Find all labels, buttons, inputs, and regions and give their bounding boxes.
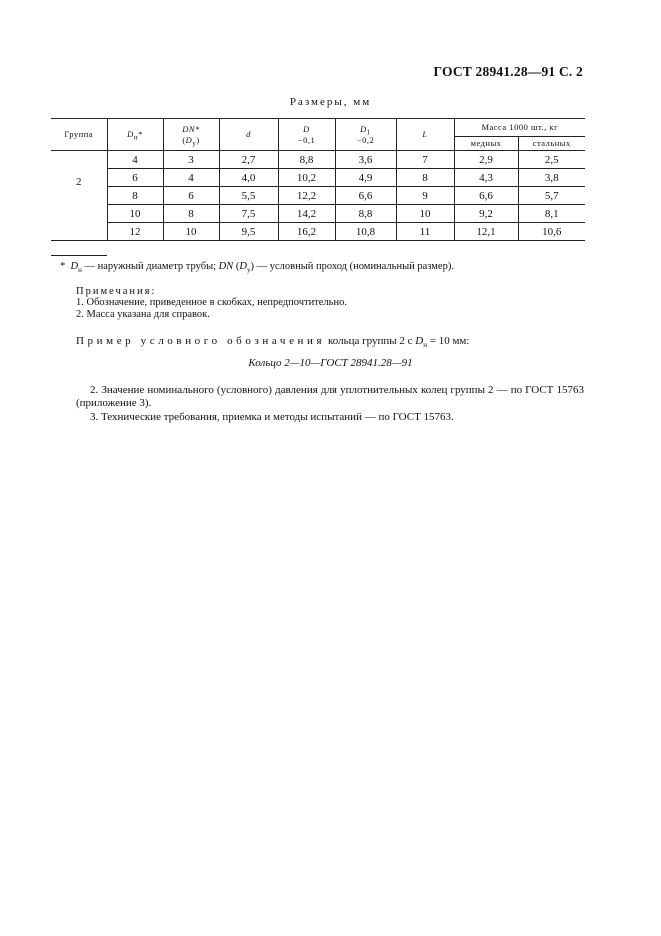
table-row xyxy=(51,151,585,169)
paragraph-3: 3. Технические требования, приемка и методы испытаний — по ГОСТ 15763. xyxy=(90,411,454,423)
table-caption: Размеры, мм xyxy=(289,96,372,108)
table-cell: 6 xyxy=(163,187,219,205)
table-cell: 10,8 xyxy=(335,223,396,241)
table-cell: 9 xyxy=(396,187,454,205)
table-cell: 4,3 xyxy=(454,169,518,187)
table-cell: 3 xyxy=(163,151,219,169)
table-cell: 4 xyxy=(163,169,219,187)
note-item-2: 2. Масса указана для справок. xyxy=(76,309,210,320)
group-cell: 2 xyxy=(51,151,107,241)
note-item-1: 1. Обозначение, приведенное в скобках, непредпочтительно. xyxy=(76,297,347,308)
header-D1-tolerance: −0,2 xyxy=(356,134,375,145)
footnote xyxy=(60,261,454,275)
header-D-symbol: D xyxy=(303,123,310,134)
table-cell: 9,5 xyxy=(219,223,278,241)
header-d xyxy=(219,119,278,151)
footnote-dy-sub: у xyxy=(246,266,251,275)
table-cell: 12 xyxy=(107,223,163,241)
header-D-tolerance: −0,1 xyxy=(297,134,316,145)
header-steel: стальных xyxy=(518,137,585,151)
header-dn xyxy=(107,119,163,151)
header-D1-sub: 1 xyxy=(366,128,371,137)
table-cell: 8 xyxy=(396,169,454,187)
table-cell: 12,2 xyxy=(278,187,335,205)
table-cell: 10 xyxy=(163,223,219,241)
table-cell: 4 xyxy=(107,151,163,169)
table-cell: 2,5 xyxy=(518,151,585,169)
designation-example: Кольцо 2—10—ГОСТ 28941.28—91 xyxy=(248,357,413,369)
example-text: кольца группы 2 с xyxy=(325,335,416,347)
example-sub: н xyxy=(423,341,427,350)
table-cell: 6,6 xyxy=(335,187,396,205)
table-row xyxy=(51,169,585,187)
table-cell: 7,5 xyxy=(219,205,278,223)
table-cell: 10,6 xyxy=(518,223,585,241)
footnote-dn: DN xyxy=(218,261,234,272)
table-cell: 4,9 xyxy=(335,169,396,187)
header-dn-star: * xyxy=(138,129,143,139)
table-cell: 10,2 xyxy=(278,169,335,187)
paragraph-2: 2. Значение номинального (условного) давления для уплотнительных колец группы 2 — по ГОСТ 15763 (приложение 3). xyxy=(76,384,584,409)
table-cell: 8 xyxy=(107,187,163,205)
header-dn2-sym: D xyxy=(185,134,193,145)
dimensions-table xyxy=(51,118,585,241)
footnote-sub: н xyxy=(78,266,82,275)
example-symbol: D xyxy=(415,335,424,347)
table-cell: 6,6 xyxy=(454,187,518,205)
example-tail: = 10 мм: xyxy=(426,335,470,347)
page-header: ГОСТ 28941.28—91 С. 2 xyxy=(433,64,583,79)
header-dn-symbol: D xyxy=(127,129,134,139)
footnote-text-1: — наружный диаметр трубы; xyxy=(81,261,219,272)
table-row xyxy=(51,223,585,241)
header-D xyxy=(278,119,335,151)
header-D1-symbol: D xyxy=(360,123,367,134)
example-lead: Пример условного обозначения xyxy=(76,335,326,347)
table-cell: 10 xyxy=(396,205,454,223)
header-mass: Масса 1000 шт., кг xyxy=(454,119,585,137)
footnote-rule xyxy=(51,255,107,256)
table-cell: 10 xyxy=(107,205,163,223)
header-d-symbol: d xyxy=(246,129,251,139)
table-cell: 3,8 xyxy=(518,169,585,187)
table-row xyxy=(51,205,585,223)
header-L xyxy=(396,119,454,151)
header-D1 xyxy=(335,119,396,151)
header-dn2-sub: у xyxy=(192,139,197,148)
notes-title: Примечания: xyxy=(76,286,157,297)
header-dn-nominal xyxy=(163,119,219,151)
table-cell: 5,5 xyxy=(219,187,278,205)
table-cell: 12,1 xyxy=(454,223,518,241)
table-cell: 5,7 xyxy=(518,187,585,205)
table-cell: 11 xyxy=(396,223,454,241)
example-line xyxy=(76,335,469,348)
table-cell: 4,0 xyxy=(219,169,278,187)
table-cell: 16,2 xyxy=(278,223,335,241)
table-cell: 7 xyxy=(396,151,454,169)
table-cell: 8,8 xyxy=(335,205,396,223)
header-dn2-line1: DN* xyxy=(182,123,200,134)
header-group: Группа xyxy=(51,119,107,151)
footnote-star: * xyxy=(60,261,66,272)
footnote-symbol: D xyxy=(70,261,79,272)
header-dn-sub: н xyxy=(133,133,139,142)
table-cell: 14,2 xyxy=(278,205,335,223)
header-dn2-open: ( xyxy=(182,134,186,145)
table-row xyxy=(51,187,585,205)
table-cell: 8,8 xyxy=(278,151,335,169)
table-cell: 9,2 xyxy=(454,205,518,223)
footnote-dy: D xyxy=(239,261,247,272)
table-cell: 2,7 xyxy=(219,151,278,169)
table-cell: 8 xyxy=(163,205,219,223)
table-cell: 6 xyxy=(107,169,163,187)
footnote-text-2: ) — условный проход (номинальный размер). xyxy=(250,261,454,272)
table-cell: 8,1 xyxy=(518,205,585,223)
footnote-open: ( xyxy=(233,261,240,272)
header-dn2-close: ) xyxy=(196,134,200,145)
header-L-symbol: L xyxy=(422,129,428,139)
header-copper: медных xyxy=(454,137,518,151)
table-cell: 3,6 xyxy=(335,151,396,169)
table-cell: 2,9 xyxy=(454,151,518,169)
